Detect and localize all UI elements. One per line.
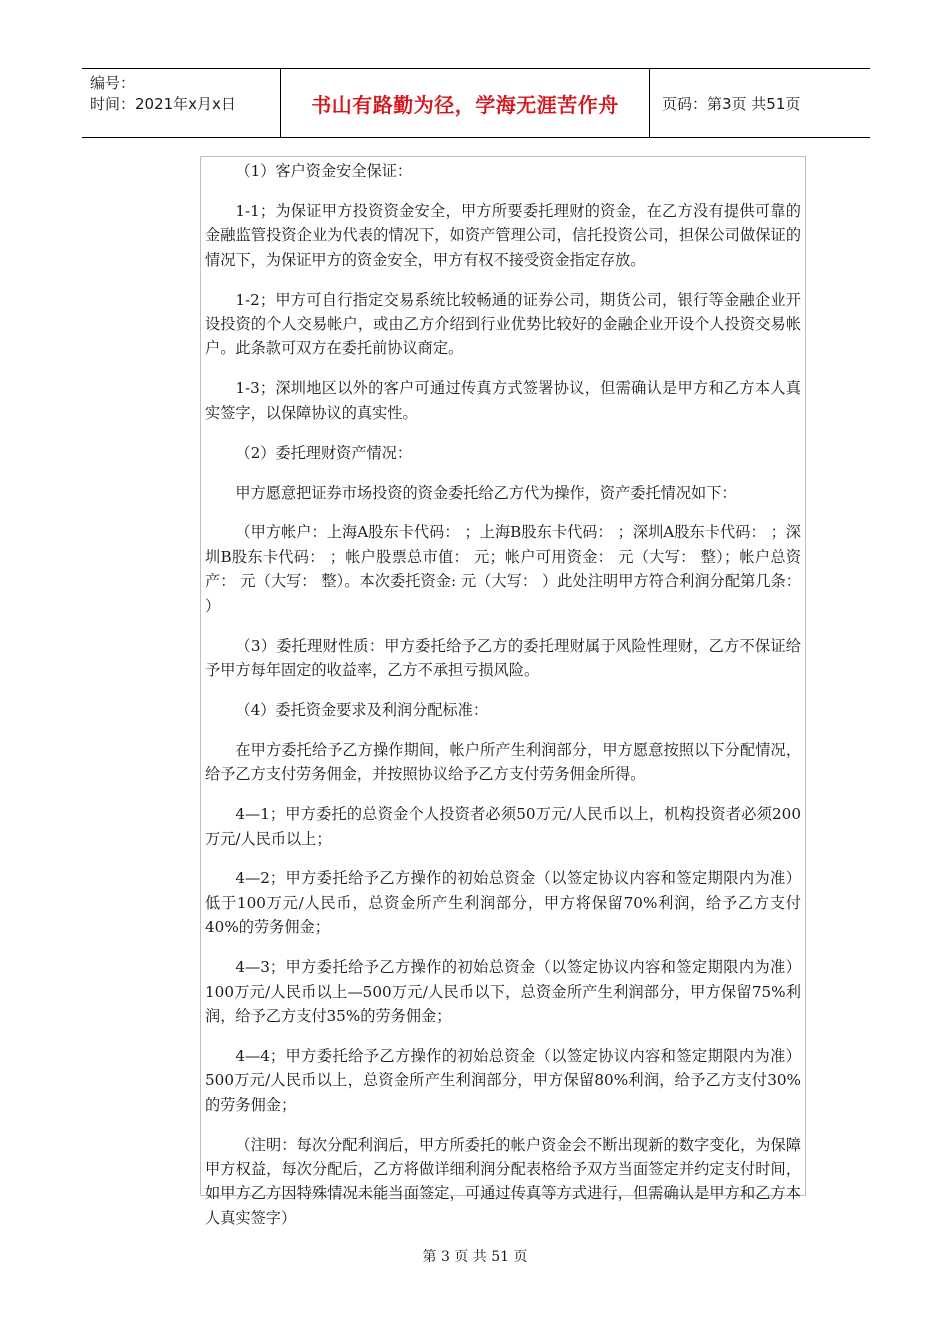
document-number-label: 编号： xyxy=(90,74,136,92)
clause-2-heading: （2）委托理财资产情况： xyxy=(235,443,413,462)
clause-1-1: 1-1；为保证甲方投资资金安全，甲方所要委托理财的资金，在乙方没有提供可靠的金融监管投资企业为代表的情况下，如资产管理公司，信托投资公司，担保公司做保证的情况下，为保证甲方的资金安全，甲方有权不接受资金指定存放。 xyxy=(205,201,801,269)
clause-2-intro: 甲方愿意把证券市场投资的资金委托给乙方代为操作，资产委托情况如下： xyxy=(235,483,737,502)
document-date: 时间：2021年x月x日 xyxy=(90,95,236,113)
clause-4-2: 4—2；甲方委托给予乙方操作的初始总资金（以签定协议内容和签定期限内为准）低于100万元/人民币，总资金所产生利润部分，甲方将保留70%利润，给予乙方支付40%的劳务佣金； xyxy=(205,869,801,937)
clause-4-3: 4—3；甲方委托给予乙方操作的初始总资金（以签定协议内容和签定期限内为准）100万元/人民币以上—500万元/人民币以下，总资金所产生利润部分，甲方保留75%利润，给予乙方支付35%的劳务佣金； xyxy=(205,958,801,1025)
clause-4-1: 4—1；甲方委托的总资金个人投资者必须50万元/人民币以上，机构投资者必须200万元/人民币以上； xyxy=(205,805,801,848)
clause-1-2: 1-2；甲方可自行指定交易系统比较畅通的证券公司，期货公司，银行等金融企业开设投资的个人交易帐户，或由乙方介绍到行业优势比较好的金融企业开设个人投资交易帐户。此条款可双方在委托前协议商定。 xyxy=(205,290,801,358)
clause-4-heading: （4）委托资金要求及利润分配标准： xyxy=(235,700,489,719)
page-footer: 第 3 页 共 51 页 xyxy=(422,1249,528,1265)
contract-text-box xyxy=(200,156,806,1227)
clause-4-note: （注明：每次分配利润后，甲方所委托的帐户资金会不断出现新的数字变化，为保障甲方权益，每次分配后，乙方将做详细利润分配表格给予双方当面签定并约定支付时间，如甲方乙方因特殊情况未能当面签定，可通过传真等方式进行，但需确认是甲方和乙方本人真实签字） xyxy=(205,1135,801,1227)
clause-4-intro: 在甲方委托给予乙方操作期间，帐户所产生利润部分，甲方愿意按照以下分配情况，给予乙方支付劳务佣金，并按照协议给予乙方支付劳务佣金所得。 xyxy=(205,740,801,784)
clause-2-account-details: （甲方帐户：上海A股东卡代码： ；上海B股东卡代码： ；深圳A股东卡代码： ；深圳B股东卡代码： ；帐户股票总市值： 元；帐户可用资金： 元（大写： 整）；帐户总资产： 元（大写： 整）。本次委托资金: 元（大写： ）此处注明甲方符合利润分配第几条： ） xyxy=(205,523,801,615)
clause-4-4: 4—4；甲方委托给予乙方操作的初始总资金（以签定协议内容和签定期限内为准）500万元/人民币以上，总资金所产生利润部分，甲方保留80%利润，给予乙方支付30%的劳务佣金； xyxy=(205,1046,801,1114)
header-info-cell xyxy=(82,69,280,137)
page-header xyxy=(82,68,870,138)
header-motto: 书山有路勤为径，学海无涯苦作舟 xyxy=(280,69,650,137)
clause-1-heading: （1）客户资金安全保证： xyxy=(235,162,413,180)
clause-1-3: 1-3；深圳地区以外的客户可通过传真方式签署协议，但需确认是甲方和乙方本人真实签字，以保障协议的真实性。 xyxy=(205,379,801,422)
header-page-code: 页码：第3页 共51页 xyxy=(662,94,801,113)
clause-3: （3）委托理财性质：甲方委托给予乙方的委托理财属于风险性理财，乙方不保证给予甲方每年固定的收益率，乙方不承担亏损风险。 xyxy=(205,636,801,679)
